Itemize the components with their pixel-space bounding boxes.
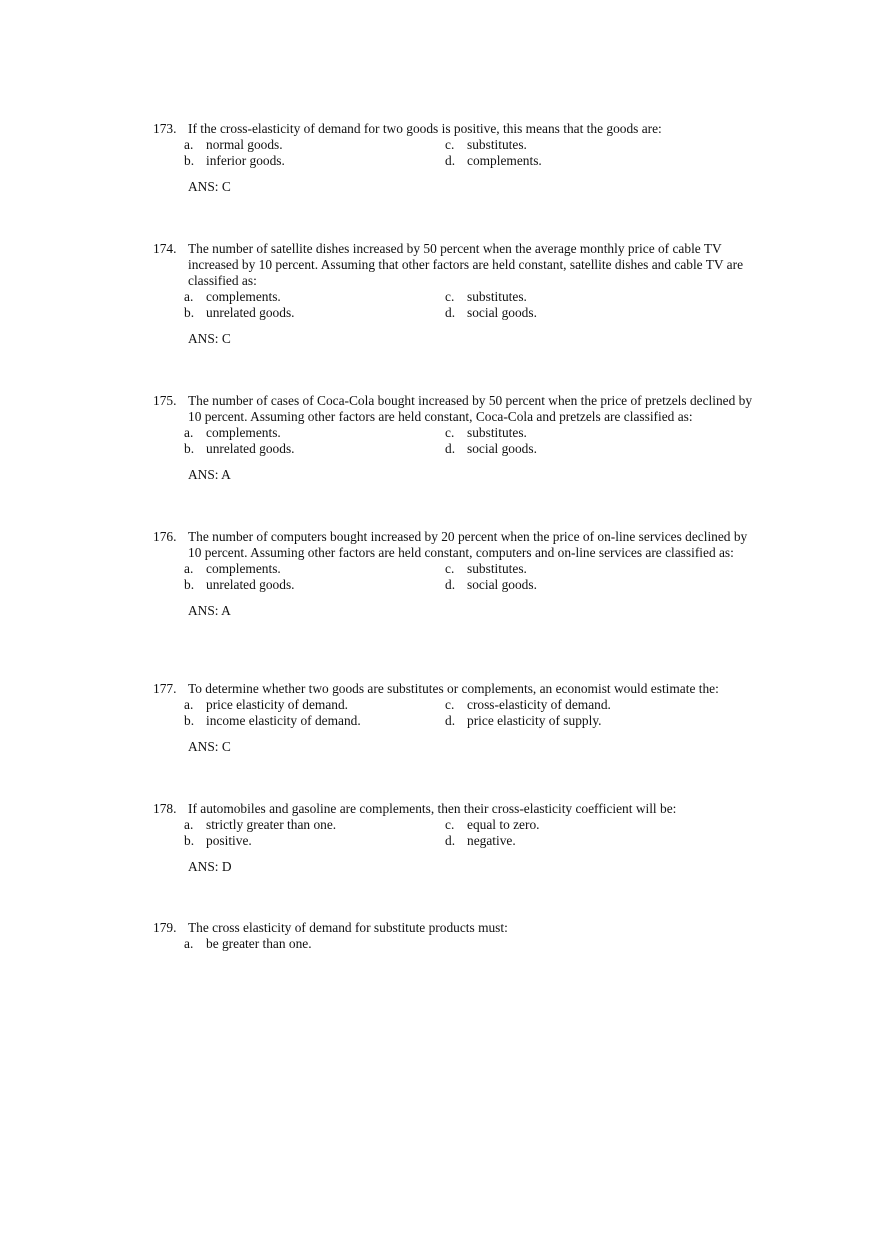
option-letter-d: d.: [445, 577, 456, 592]
option-a: normal goods.: [206, 137, 283, 152]
option-b: income elasticity of demand.: [206, 713, 361, 728]
question-176: [153, 529, 753, 619]
option-letter-a: a.: [184, 817, 194, 832]
question-number: 177.: [153, 681, 177, 696]
question-178: [153, 801, 753, 875]
question-number: 174.: [153, 241, 177, 256]
question-number: 176.: [153, 529, 177, 544]
option-letter-d: d.: [445, 305, 456, 320]
option-c: substitutes.: [467, 425, 527, 440]
question-stem: The number of cases of Coca-Cola bought increased by 50 percent when the price of pretzels declined by 10 percent. Assuming other factors are held constant, Coca-Cola and pretzels are classified as:: [188, 393, 753, 424]
option-a: complements.: [206, 561, 281, 576]
option-letter-b: b.: [184, 153, 195, 168]
option-letter-c: c.: [445, 561, 455, 576]
option-d: social goods.: [467, 577, 537, 592]
answer-key: ANS: A: [188, 467, 231, 482]
question-173: [153, 121, 753, 195]
option-d: social goods.: [467, 305, 537, 320]
question-177: [153, 681, 753, 755]
question-number: 175.: [153, 393, 177, 408]
option-a: complements.: [206, 425, 281, 440]
question-stem: If the cross-elasticity of demand for two goods is positive, this means that the goods are:: [188, 121, 662, 136]
option-letter-b: b.: [184, 441, 195, 456]
option-d: complements.: [467, 153, 542, 168]
option-b: unrelated goods.: [206, 441, 295, 456]
option-d: negative.: [467, 833, 516, 848]
question-stem: The number of satellite dishes increased by 50 percent when the average monthly price of cable TV increased by 10 percent. Assuming that other factors are held constant, satellite dishes and cable TV are classified as:: [188, 241, 744, 288]
option-letter-b: b.: [184, 833, 195, 848]
option-c: substitutes.: [467, 561, 527, 576]
option-letter-a: a.: [184, 697, 194, 712]
question-179: [153, 920, 753, 952]
option-c: cross-elasticity of demand.: [467, 697, 611, 712]
question-174: [153, 241, 753, 347]
option-letter-d: d.: [445, 713, 456, 728]
option-letter-a: a.: [184, 137, 194, 152]
question-number: 179.: [153, 920, 177, 935]
question-stem: If automobiles and gasoline are complements, then their cross-elasticity coefficient will be:: [188, 801, 677, 816]
option-letter-c: c.: [445, 817, 455, 832]
option-letter-d: d.: [445, 153, 456, 168]
option-letter-c: c.: [445, 137, 455, 152]
answer-key: ANS: D: [188, 859, 232, 874]
option-b: inferior goods.: [206, 153, 285, 168]
option-a: complements.: [206, 289, 281, 304]
option-letter-d: d.: [445, 441, 456, 456]
question-stem: The cross elasticity of demand for substitute products must:: [188, 920, 508, 935]
answer-key: ANS: A: [188, 603, 231, 618]
option-a: be greater than one.: [206, 936, 312, 951]
option-a: price elasticity of demand.: [206, 697, 349, 712]
question-number: 178.: [153, 801, 177, 816]
answer-key: ANS: C: [188, 331, 231, 346]
option-letter-c: c.: [445, 425, 455, 440]
option-b: positive.: [206, 833, 252, 848]
option-letter-b: b.: [184, 305, 195, 320]
option-c: substitutes.: [467, 289, 527, 304]
option-letter-d: d.: [445, 833, 456, 848]
answer-key: ANS: C: [188, 179, 231, 194]
question-stem: The number of computers bought increased by 20 percent when the price of on-line services declined by 10 percent. Assuming other factors are held constant, computers and on-line services are classified as:: [188, 529, 748, 560]
option-d: price elasticity of supply.: [467, 713, 602, 728]
option-letter-a: a.: [184, 561, 194, 576]
option-letter-b: b.: [184, 577, 195, 592]
option-letter-c: c.: [445, 289, 455, 304]
option-letter-a: a.: [184, 289, 194, 304]
option-letter-b: b.: [184, 713, 195, 728]
option-c: substitutes.: [467, 137, 527, 152]
option-d: social goods.: [467, 441, 537, 456]
option-b: unrelated goods.: [206, 577, 295, 592]
question-number: 173.: [153, 121, 177, 136]
option-letter-a: a.: [184, 936, 194, 951]
option-a: strictly greater than one.: [206, 817, 337, 832]
option-letter-a: a.: [184, 425, 194, 440]
option-b: unrelated goods.: [206, 305, 295, 320]
option-c: equal to zero.: [467, 817, 540, 832]
answer-key: ANS: C: [188, 739, 231, 754]
question-stem: To determine whether two goods are substitutes or complements, an economist would estimate the:: [188, 681, 719, 696]
question-175: [153, 393, 753, 483]
option-letter-c: c.: [445, 697, 455, 712]
